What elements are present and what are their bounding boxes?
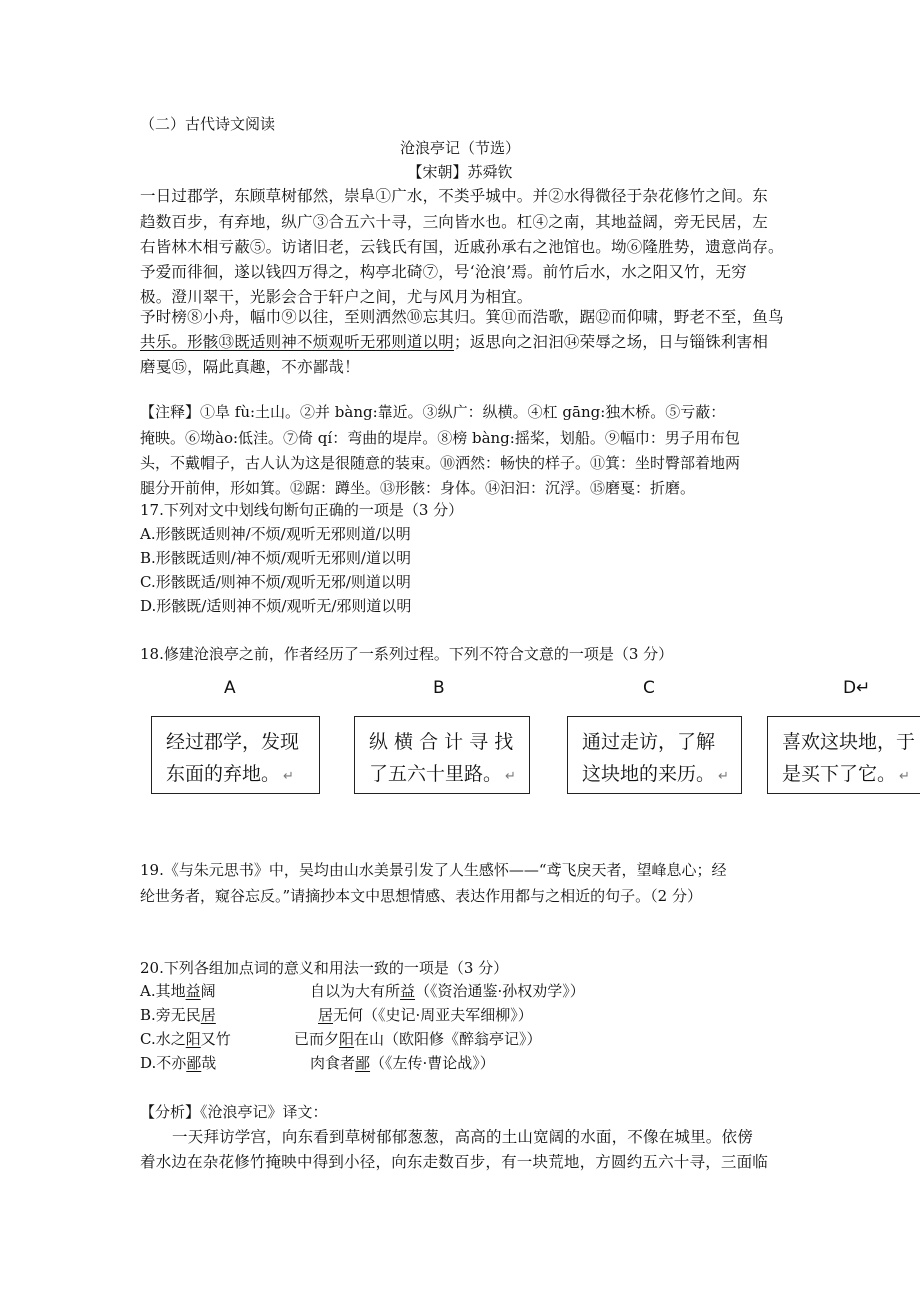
analysis-head: 【分析】《沧浪亭记》译文： xyxy=(140,1103,328,1121)
dotted-word: 益 xyxy=(185,982,201,1000)
box-line: 了五六十里路。 ↵ xyxy=(369,763,516,785)
choice-box-c xyxy=(567,716,742,794)
choice-label-d: D↵ xyxy=(843,678,871,698)
box-line: 经过郡学，发现 xyxy=(166,731,300,753)
dotted-word: 居 xyxy=(318,1006,334,1024)
note-line: 掩映。⑥坳ào:低洼。⑦倚 qí：弯曲的堤岸。⑧榜 bàng:摇桨，划船。⑨幅巾：男子用布包 xyxy=(140,429,740,447)
essay-line: 一日过郡学，东顾草树郁然，崇阜①广水，不类乎城中。并②水得微径于杂花修竹之间。东 xyxy=(140,187,769,205)
analysis-line: 着水边在杂花修竹掩映中得到小径，向东走数百步，有一块荒地，方圆约五六十寻，三面临 xyxy=(140,1153,769,1171)
box-line: 喜欢这块地，于 xyxy=(782,731,916,753)
essay-line: 予爱而徘徊，遂以钱四万得之，构亭北碕⑦，号‘沧浪’焉。前竹后水，水之阳又竹，无穷 xyxy=(140,263,747,281)
dotted-word: 鄙 xyxy=(186,1054,202,1072)
essay-line: 磨戛⑮，隔此真趣，不亦鄙哉！ xyxy=(140,358,360,376)
dotted-word: 居 xyxy=(200,1006,216,1024)
question-stem: 20.下列各组加点词的意义和用法一致的一项是（3 分） xyxy=(140,959,509,977)
essay-line-rest: ；返思向之汩汩⑭荣辱之场，日与锱铢利害相 xyxy=(454,333,769,351)
option-a-right: 自以为大有所益（《资治通鉴·孙权劝学》） xyxy=(310,982,585,1000)
return-mark: ↵ xyxy=(718,769,729,784)
dotted-word: 阳 xyxy=(185,1030,201,1048)
essay-title: 沧浪亭记（节选） xyxy=(399,139,520,157)
box-line: 是买下了它。 ↵ xyxy=(782,763,910,785)
option-d: D.形骸既/适则神不烦/观听无/邪则道以明 xyxy=(140,597,412,615)
option-b-right: 居无何（《史记·周亚夫军细柳》） xyxy=(318,1006,533,1024)
question-stem: 18.修建沧浪亭之前，作者经历了一系列过程。下列不符合文意的一项是（3 分） xyxy=(140,645,674,663)
option-c-left: C.水之阳又竹 xyxy=(140,1030,231,1048)
choice-label-a: A xyxy=(224,678,236,698)
option-a: A.形骸既适则神/不烦/观听无邪则道/以明 xyxy=(140,525,411,543)
analysis-line: 一天拜访学宫，向东看到草树郁郁葱葱，高高的土山宽阔的水面，不像在城里。依傍 xyxy=(172,1128,753,1146)
choice-box-a xyxy=(151,716,320,794)
note-line: 【注释】①阜 fù:土山。②并 bàng:靠近。③纵广：纵横。④杠 gāng:独木桥。⑤亏蔽： xyxy=(140,403,726,421)
option-c-right: 已而夕阳在山（欧阳修《醉翁亭记》） xyxy=(294,1030,542,1048)
essay-line: 右皆林木相亏蔽⑤。访诸旧老，云钱氏有国，近戚孙承右之池馆也。坳⑥隆胜势，遗意尚存。 xyxy=(140,238,784,256)
underlined-sentence: 共乐。形骸⑬既适则神不烦观听无邪则道以明 xyxy=(140,333,455,351)
option-a-left: A.其地益阔 xyxy=(140,982,216,1000)
choice-box-b xyxy=(354,716,530,794)
essay-author: 【宋朝】苏舜钦 xyxy=(407,163,513,181)
option-d-left: D.不亦鄙哉 xyxy=(140,1054,217,1072)
dotted-word: 鄙 xyxy=(355,1054,371,1072)
option-b: B.形骸既适则/神不烦/观听无邪则/道以明 xyxy=(140,549,411,567)
option-b-left: B.旁无民居 xyxy=(140,1006,216,1024)
option-c: C.形骸既适/则神不烦/观听无邪/则道以明 xyxy=(140,573,411,591)
essay-line: 予时榜⑧小舟，幅巾⑨以往，至则洒然⑩忘其归。箕⑪而浩歌，踞⑫而仰啸，野老不至，鱼鸟 xyxy=(140,308,784,326)
box-line: 东面的弃地。 ↵ xyxy=(166,763,294,785)
essay-line: 趋数百步，有弃地，纵广③合五六十寻，三向皆水也。杠④之南，其地益阔，旁无民居，左 xyxy=(140,213,769,231)
essay-line: 极。澄川翠干，光影会合于轩户之间，尤与风月为相宜。 xyxy=(140,288,533,306)
box-line: 纵 横 合 计 寻 找 xyxy=(369,731,514,753)
question-stem: 17.下列对文中划线句断句正确的一项是（3 分） xyxy=(140,501,464,519)
question-line: 19.《与朱元思书》中，吴均由山水美景引发了人生感怀——“鸢飞戾天者，望峰息心；经 xyxy=(140,861,727,879)
choice-label-b: B xyxy=(433,678,445,698)
choice-box-d xyxy=(767,716,920,794)
dotted-word: 阳 xyxy=(339,1030,355,1048)
note-line: 头，不戴帽子，古人认为这是很随意的装束。⑩洒然：畅快的样子。⑪箕：坐时臀部着地两 xyxy=(140,454,741,472)
return-mark: ↵ xyxy=(283,769,294,784)
return-mark: ↵ xyxy=(899,769,910,784)
option-d-right: 肉食者鄙（《左传·曹论战》） xyxy=(310,1054,495,1072)
box-line: 通过走访，了解 xyxy=(582,731,716,753)
essay-line xyxy=(140,330,768,354)
return-mark: ↵ xyxy=(505,769,516,784)
question-line: 纶世务者，窥谷忘反。”请摘抄本文中思想情感、表达作用都与之相近的句子。（2 分） xyxy=(140,887,702,905)
section-title: （二）古代诗文阅读 xyxy=(140,115,276,133)
dotted-word: 益 xyxy=(400,982,416,1000)
note-line: 腿分开前伸，形如箕。⑫踞：蹲坐。⑬形骸：身体。⑭汩汩：沉浮。⑮磨戛：折磨。 xyxy=(140,479,696,497)
box-line: 这块地的来历。 ↵ xyxy=(582,763,729,785)
choice-label-c: C xyxy=(643,678,655,698)
